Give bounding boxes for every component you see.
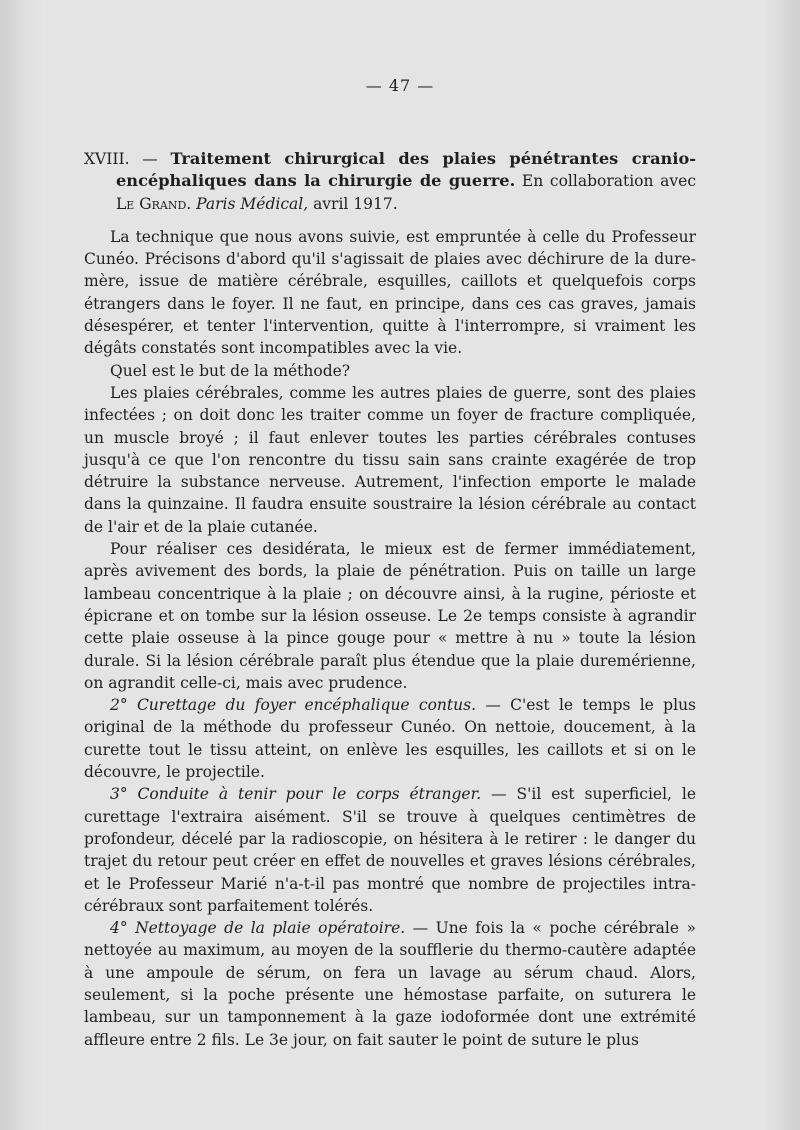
curettage-heading: 2° Curettage du foyer encéphalique contus.	[110, 696, 477, 715]
paragraph-foreign-body	[84, 783, 696, 917]
curettage-text: — C'est le temps le plus original de la méthode du professeur Cunéo. On nettoie, doucement, à la curette tout le tissu atteint, on enlève les esquilles, les caillots et si on le découvre, le projectile.	[84, 696, 697, 782]
foreign-body-text: — S'il est superficiel, le curettage l'extraira aisément. S'il se trouve à quelques centimètres de profondeur, décelé par la radioscopie, on hésitera à le retirer : le danger du trajet du retour peut créer en effet de nouvelles et graves lésions cérébrales, et le Professeur Marié n'a-t-il pas montré que nombre de projectiles intra-cérébraux sont parfaitement tolérés.	[84, 785, 696, 915]
entry-collaboration: En collaboration avec	[521, 172, 697, 191]
page-body	[84, 148, 696, 1051]
paragraph-intro: La technique que nous avons suivie, est empruntée à celle du Professeur Cunéo. Précisons d'abord qu'il s'agissait de plaies avec déchirure de la dure-mère, issue de matière cérébrale, esquilles, caillots et quelquefois corps étrangers dans le foyer. Il ne faut, en principe, dans ces cas graves, jamais désespérer, et tenter l'intervention, quitte à l'interrompre, si vraiment les dégâts constatés sont incompatibles avec la vie.	[84, 227, 696, 358]
entry-title: Traitement chirurgical des plaies pénétrantes cranio-encéphaliques dans la chirurgie de guerre.	[116, 149, 696, 191]
page-shadow-right	[766, 0, 800, 1130]
cleaning-heading: 4° Nettoyage de la plaie opératoire.	[110, 919, 406, 938]
paragraph-question: Quel est le but de la méthode?	[110, 361, 351, 380]
entry-heading	[84, 148, 696, 215]
entry-author: Le Grand.	[116, 194, 192, 213]
page-shadow-left	[0, 0, 46, 1130]
entry-journal: Paris Médical,	[196, 194, 309, 213]
foreign-body-heading: 3° Conduite à tenir pour le corps étranger.	[110, 785, 482, 804]
paragraph-procedure: Pour réaliser ces desidérata, le mieux est de fermer immédiatement, après avivement des bords, la plaie de pénétration. Puis on taille un large lambeau concentrique à la plaie ; on découvre ainsi, à la rugine, périoste et épicrane et on tombe sur la lésion osseuse. Le 2e temps consiste à agrandir cette plaie osseuse à la pince gouge pour « mettre à nu » toute la lésion durale. Si la lésion cérébrale paraît plus étendue que la plaie duremérienne, on agrandit celle-ci, mais avec prudence.	[84, 540, 696, 692]
entry-dash: —	[142, 150, 158, 168]
entry-number: XVIII.	[84, 150, 130, 168]
paragraph-rationale: Les plaies cérébrales, comme les autres plaies de guerre, sont des plaies infectées ; on doit donc les traiter comme un foyer de fracture compliquée, un muscle broyé ; il faut enlever toutes les parties cérébrales contuses jusqu'à ce que l'on rencontre du tissu sain sans crainte exagérée de trop détruire la substance nerveuse. Autrement, l'infection emporte le malade dans la quinzaine. Il faudra ensuite soustraire la lésion cérébrale au contact de l'air et de la plaie cutanée.	[84, 383, 696, 536]
page-number: — 47 —	[365, 76, 435, 95]
cleaning-text: — Une fois la « poche cérébrale » nettoyée au maximum, au moyen de la soufflerie du thermo-cautère adaptée à une ampoule de sérum, on fera un lavage au sérum chaud. Alors, seulement, si la poche présente une hémostase parfaite, on suturera le lambeau, sur un tamponnement à la gaze iodoformée dont une extrémité affleure entre 2 fils. Le 3e jour, on fait sauter le point de suture le plus	[84, 919, 696, 1049]
entry-date: avril 1917.	[313, 194, 398, 213]
paragraph-cleaning	[84, 917, 696, 1051]
paragraph-curettage	[84, 694, 696, 783]
